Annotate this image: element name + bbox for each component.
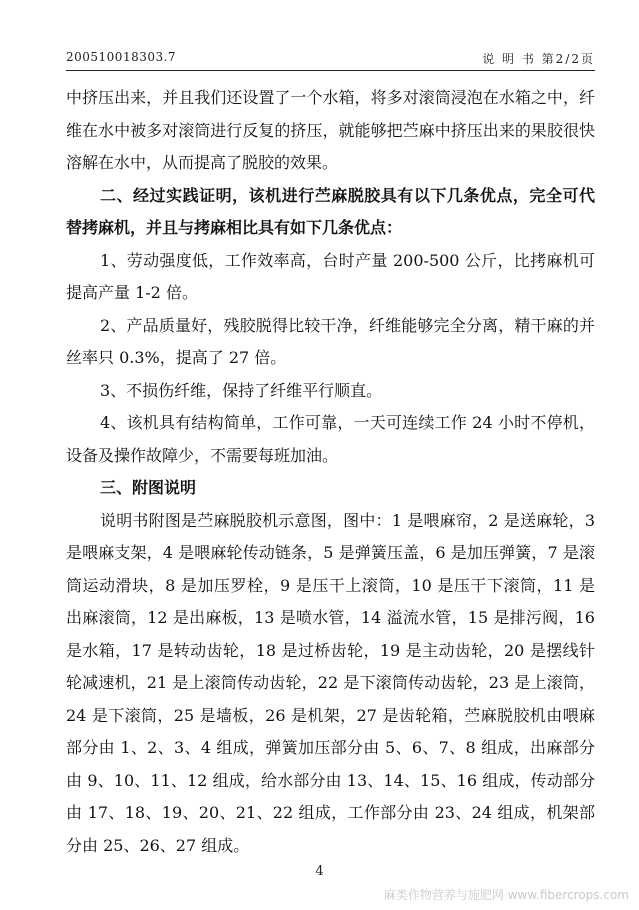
figure-description: 说明书附图是苎麻脱胶机示意图，图中：1 是喂麻帘，2 是送麻轮，3 是喂麻支架，4 是喂麻轮传动链条，5 是弹簧压盖，6 是加压弹簧，7 是滚筒运动滑块，8 是加压罗栓，9 是压干上滚筒，10 是压干下滚筒，11 是出麻滚筒，12 是出麻板，13 是喷水管，14 溢流水管，15 是排污阀，16 是水箱，17 是转动齿轮，18 是过桥齿轮，19 是主动齿轮，20 是摆线针轮减速机，21 是上滚筒传动齿轮，22 是下滚筒传动齿轮，23 是上滚筒，24 是下滚筒，25 是墙板，26 是机架，27 是齿轮箱，苎麻脱胶机由喂麻部分由 1、2、3、4 组成，弹簧加压部分由 5、6、7、8 组成，出麻部分由 9、10、11、12 组成，给水部分由 13、14、15、16 组成，传动部分由 17、18、19、20、21、22 组成，工作部分由 23、24 组成，机架部分由 25、26、27 组成。 bbox=[66, 510, 595, 855]
advantage-item-4: 4、该机具有结构简单，工作可靠，一天可连续工作 24 小时不停机，设备及操作故障少，不需要每班加油。 bbox=[66, 413, 595, 465]
advantage-item-1: 1、劳动强度低，工作效率高，台时产量 200-500 公斤，比拷麻机可提高产量 1-2 倍。 bbox=[66, 250, 595, 302]
page-number: 4 bbox=[315, 864, 324, 879]
website-watermark: 麻类作物营养与施肥网 www.fibercrops.com bbox=[383, 888, 629, 902]
section-heading-advantages: 二、经过实践证明，该机进行苎麻脱胶具有以下几条优点，完全可代替拷麻机，并且与拷麻相比具有如下几条优点： bbox=[66, 185, 595, 237]
advantage-item-2: 2、产品质量好，残胶脱得比较干净，纤维能够完全分离，精干麻的并丝率只 0.3%，提高了 27 倍。 bbox=[66, 315, 595, 367]
advantage-item-3: 3、不损伤纤维，保持了纤维平行顺直。 bbox=[100, 380, 383, 400]
header-section-label: 说 明 书 第2/2页 bbox=[482, 52, 595, 66]
header-rule bbox=[66, 70, 595, 71]
page-header bbox=[66, 48, 595, 72]
paragraph-continuation: 中挤压出来，并且我们还设置了一个水箱，将多对滚筒浸泡在水箱之中，纤维在水中被多对滚筒进行反复的挤压，就能够把苎麻中挤压出来的果胶很快溶解在水中，从而提高了脱胶的效果。 bbox=[66, 88, 595, 172]
document-number: 200510018303.7 bbox=[66, 50, 177, 64]
section-heading-figure: 三、附图说明 bbox=[100, 478, 197, 497]
document-body bbox=[66, 82, 595, 862]
